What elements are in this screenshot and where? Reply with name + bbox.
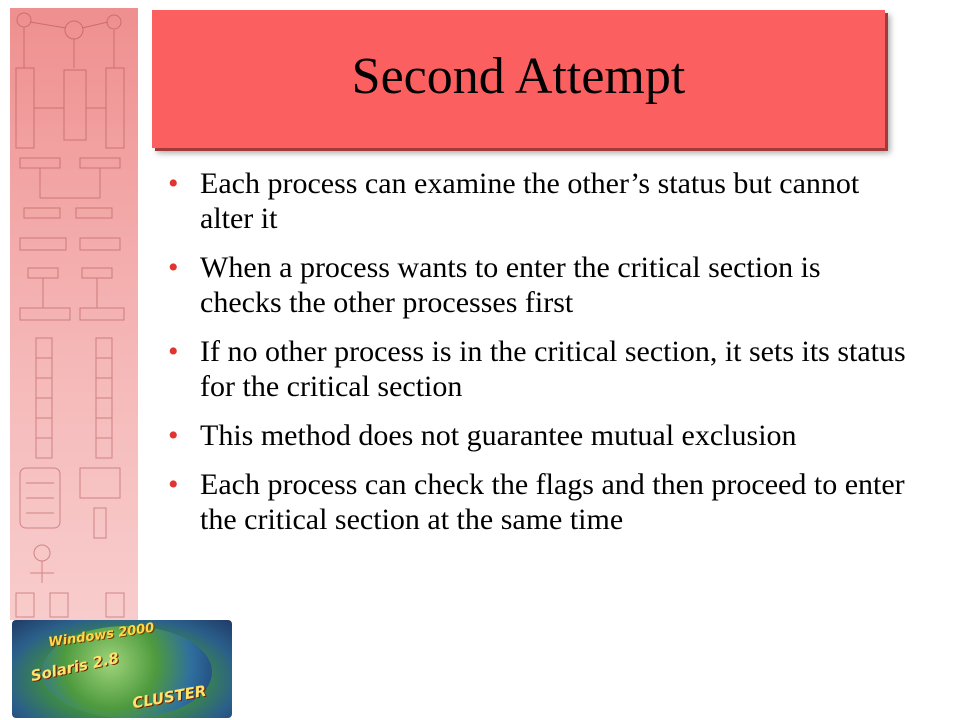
slide-title: Second Attempt xyxy=(351,47,686,105)
bullet-item xyxy=(166,166,906,236)
bullet-icon: • xyxy=(168,167,179,200)
bullet-text: Each process can check the flags and then proceed to enter the critical section at the same time xyxy=(200,468,905,536)
bullet-item xyxy=(166,418,906,453)
bullet-icon: • xyxy=(168,419,179,452)
bullet-item xyxy=(166,250,906,320)
bullet-item xyxy=(166,334,906,404)
bullet-text: If no other process is in the critical section, it sets its status for the critical section xyxy=(200,335,906,403)
bullet-text: This method does not guarantee mutual exclusion xyxy=(200,419,797,452)
bullet-text: Each process can examine the other’s status but cannot alter it xyxy=(200,167,860,235)
bullet-text: When a process wants to enter the critical section is checks the other processes first xyxy=(200,251,821,319)
logo-text-cluster: CLUSTER xyxy=(131,681,208,713)
bullet-icon: • xyxy=(168,468,179,501)
bullet-icon: • xyxy=(168,335,179,368)
logo-text-solaris: Solaris 2.8 xyxy=(29,648,121,686)
flowchart-diagram-icon xyxy=(10,8,138,620)
logo-text-windows: Windows 2000 xyxy=(47,620,156,651)
bullet-item xyxy=(166,467,906,537)
title-banner xyxy=(152,10,885,148)
decorative-flowchart-strip xyxy=(10,8,138,620)
bullet-icon: • xyxy=(168,251,179,284)
bullet-list xyxy=(166,166,906,551)
globe-logo xyxy=(12,620,232,718)
